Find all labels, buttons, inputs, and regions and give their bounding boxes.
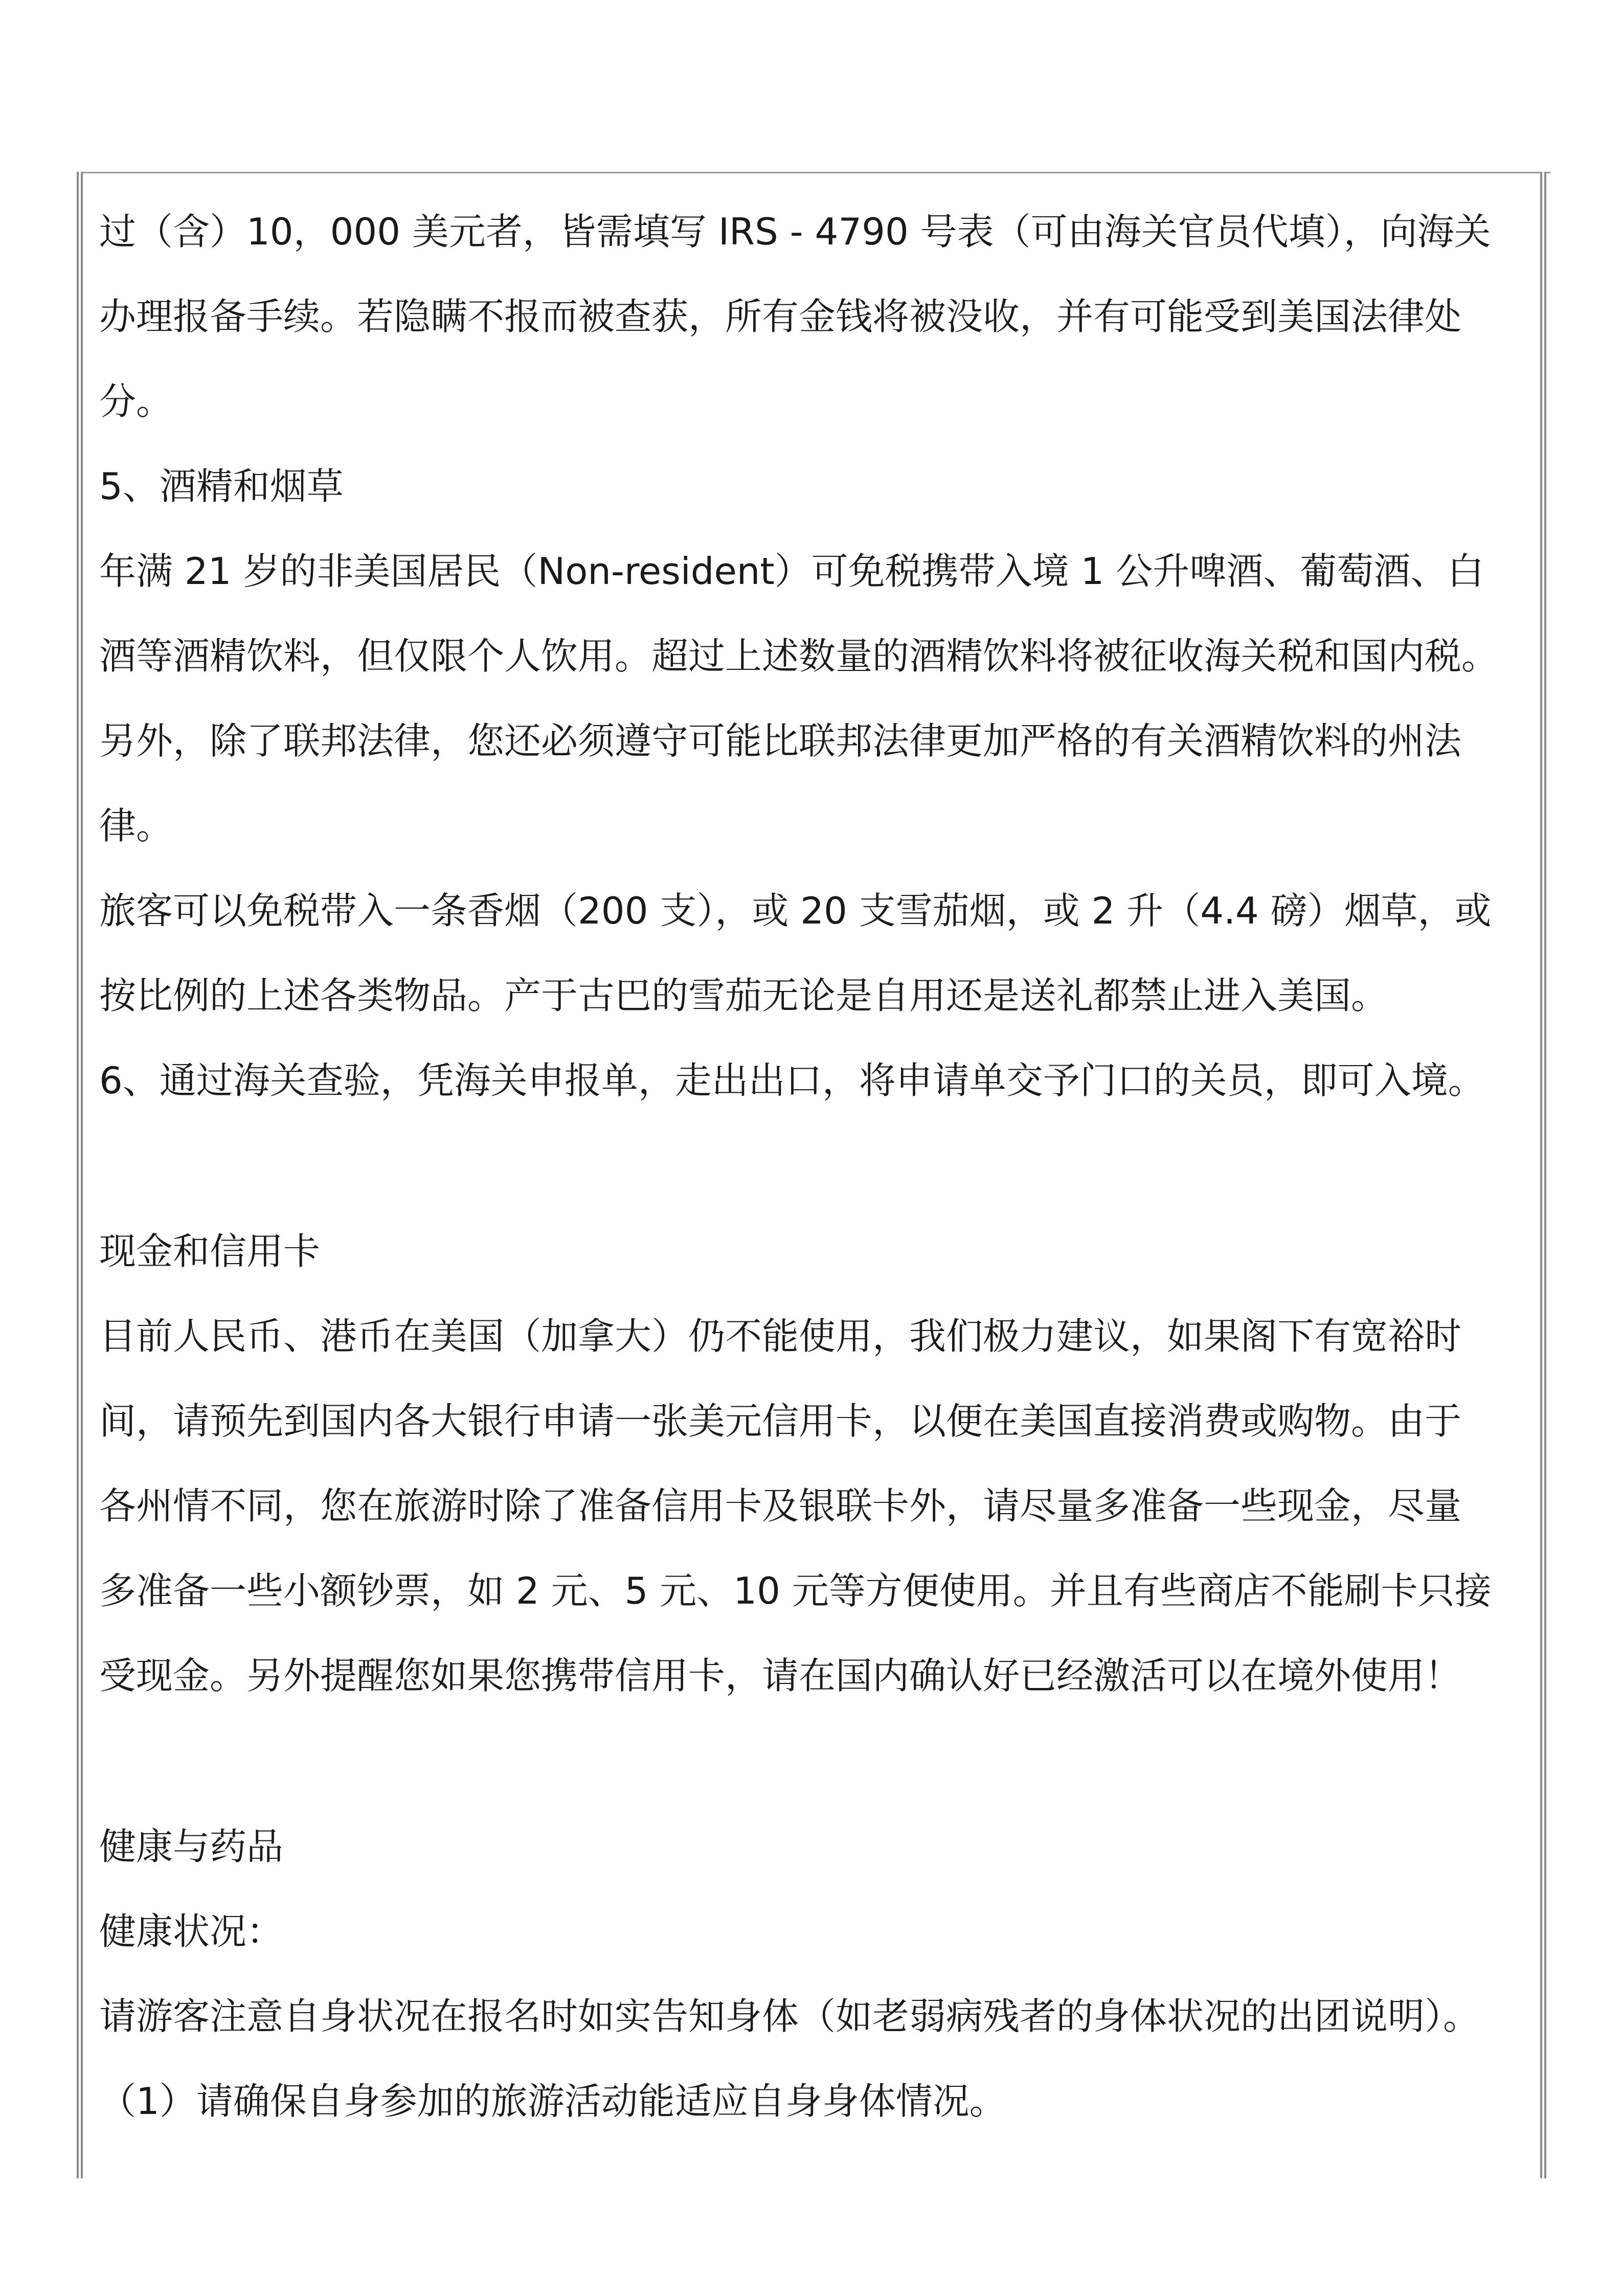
text-line: 分。 — [99, 380, 173, 423]
text-line: 多准备一些小额钞票，如 2 元、5 元、10 元等方便使用。并且有些商店不能刷卡只接 — [99, 1569, 1492, 1612]
text-line: 过（含）10，000 美元者，皆需填写 IRS - 4790 号表（可由海关官员代填），向海关 — [99, 210, 1491, 253]
table-right-border — [1540, 172, 1546, 2178]
blank-line — [99, 1123, 1536, 1209]
document-content — [99, 189, 1536, 2144]
text-line: 间，请预先到国内各大银行申请一张美元信用卡，以便在美国直接消费或购物。由于 — [99, 1400, 1462, 1443]
section-heading: 6、通过海关查验，凭海关申报单，走出出口，将申请单交予门口的关员，即可入境。 — [99, 1059, 1485, 1102]
subheading: 健康状况： — [99, 1910, 284, 1953]
text-line: 各州情不同，您在旅游时除了准备信用卡及银联卡外，请尽量多准备一些现金，尽量 — [99, 1484, 1462, 1527]
section-heading: 健康与药品 — [99, 1825, 284, 1868]
text-line: 请游客注意自身状况在报名时如实告知身体（如老弱病残者的身体状况的出团说明）。 — [99, 1995, 1480, 2038]
text-line: 受现金。另外提醒您如果您携带信用卡，请在国内确认好已经激活可以在境外使用！ — [99, 1654, 1462, 1697]
section-heading: 现金和信用卡 — [99, 1230, 321, 1273]
text-line: 办理报备手续。若隐瞒不报而被查获，所有金钱将被没收，并有可能受到美国法律处 — [99, 295, 1462, 338]
text-line: 酒等酒精饮料，但仅限个人饮用。超过上述数量的酒精饮料将被征收海关税和国内税。 — [99, 635, 1499, 678]
text-line: 年满 21 岁的非美国居民（Non-resident）可免税携带入境 1 公升啤酒、葡萄酒、白 — [99, 550, 1484, 593]
table-top-border — [78, 172, 1550, 173]
text-line: 律。 — [99, 804, 173, 847]
table-left-border — [77, 172, 83, 2178]
blank-line — [99, 1718, 1536, 1804]
text-line: 按比例的上述各类物品。产于古巴的雪茄无论是自用还是送礼都禁止进入美国。 — [99, 974, 1388, 1017]
section-heading: 5、酒精和烟草 — [99, 465, 344, 508]
text-line: 旅客可以免税带入一条香烟（200 支），或 20 支雪茄烟，或 2 升（4.4 磅）烟草，或 — [99, 889, 1492, 932]
text-line: 另外，除了联邦法律，您还必须遵守可能比联邦法律更加严格的有关酒精饮料的州法 — [99, 719, 1462, 762]
text-line: 目前人民币、港币在美国（加拿大）仍不能使用，我们极力建议，如果阁下有宽裕时 — [99, 1315, 1462, 1358]
list-item: （1）请确保自身参加的旅游活动能适应自身身体情况。 — [99, 2080, 1006, 2123]
